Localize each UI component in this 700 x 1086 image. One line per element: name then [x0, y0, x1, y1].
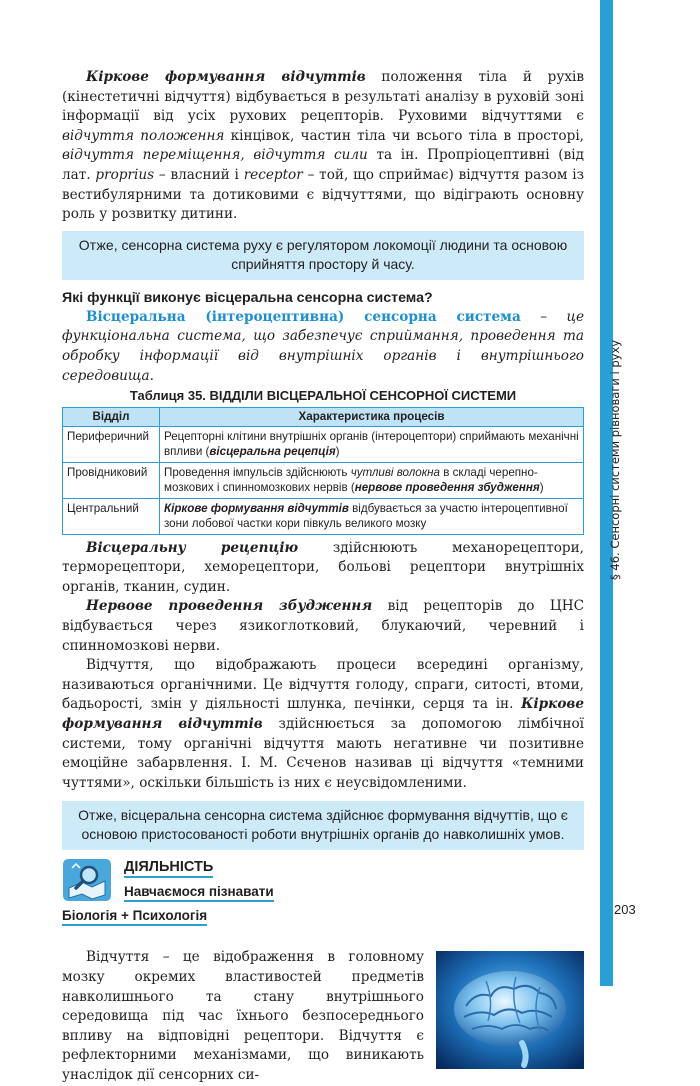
table-cell-section: Провідниковий: [63, 462, 160, 498]
side-margin: [633, 0, 700, 986]
table-row: [63, 426, 584, 462]
activity-block: [62, 858, 584, 948]
text: ): [539, 481, 544, 495]
paragraph-nerve-conduction: [62, 597, 584, 656]
term: Кіркове формування відчуттів: [164, 501, 349, 515]
term: відчуття положення: [62, 127, 225, 144]
term: Вісцеральну рецепцію: [86, 539, 299, 556]
paragraph-visceral-reception: [62, 539, 584, 598]
definition-text: – це функціональна система, що забезпечує сприймання, проведення та обробку інформації від внутрішніх органів і внутрішнього середовища.: [62, 308, 584, 384]
text: положення тіла й рухів (кінестетичні відчуття) відбувається в результаті аналізу в руховій зоні інформації від усіх рухових рецепторів. Руховими відчуттями є: [62, 69, 584, 125]
term: вісцеральна рецепція: [209, 445, 336, 459]
term: Кіркове формування відчуттів: [62, 696, 584, 732]
summary-box-1: Отже, сенсорна система руху є регулятором локомоції людини та основою сприйняття простору й часу.: [62, 231, 584, 280]
brain-image: [436, 951, 584, 1069]
activity-subtitle: Навчаємося пізнавати: [124, 884, 274, 902]
table-cell-description: [160, 462, 584, 498]
table-row: [63, 462, 584, 498]
text: – власний і: [154, 166, 244, 183]
table-cell-section: Периферичний: [63, 426, 160, 462]
text: та ін. Пропріоцептивні (від лат.: [62, 147, 584, 183]
text: Рецепторні клітини внутрішніх органів (інтероцептори) сприймають механічні впливи (: [164, 429, 579, 459]
text: від рецепторів до ЦНС відбувається через язикоглотковий, блукаючий, черевний і спинномозкові нерви.: [62, 598, 584, 654]
table-cell-description: [160, 498, 584, 534]
term-visceral-system: Вісцеральна (інтероцептивна) сенсорна система: [86, 308, 521, 325]
paragraph-visceral-definition: [62, 308, 584, 386]
section-side-title: § 46. Сенсорні системи рівноваги і руху: [608, 339, 622, 580]
latin-word: receptor: [243, 166, 303, 183]
visceral-sections-table: [62, 407, 584, 535]
table-caption: Таблиця 35. ВІДДІЛИ ВІСЦЕРАЛЬНОЇ СЕНСОРНОЇ СИСТЕМИ: [129, 388, 517, 404]
text: ): [335, 445, 340, 459]
table-cell-description: [160, 426, 584, 462]
activity-subject: Біологія + Психологія: [62, 908, 207, 926]
term: нервове проведення збудження: [354, 481, 540, 495]
text: Відчуття, що відображають процеси всередині організму, називаються органічними. Це відчуття голоду, спраги, ситості, втоми, бадьорості, змін у діяльності шлунка, печінки, серця та ін.: [62, 657, 584, 713]
last-section: [62, 948, 584, 1085]
latin-word: proprius: [95, 166, 155, 183]
table-header-row: [63, 408, 584, 427]
main-content: [62, 68, 584, 1086]
term-cortical-formation: Кіркове формування відчуттів: [86, 69, 366, 85]
table-header-cell: Відділ: [63, 408, 160, 427]
table-header-cell: Характеристика процесів: [160, 408, 584, 427]
map-magnifier-icon: [62, 858, 112, 902]
text: здійснюється за допомогою лімбічної системи, тому органічні відчуття мають негативне чи позитивне емоційне забарвлення. І. М. Сєченов називав ці відчуття «темними чуттями», оскільки більшість із них є неусвідомленими.: [62, 715, 585, 791]
table-cell-section: Центральний: [63, 498, 160, 534]
summary-box-2: Отже, вісцеральна сенсорна система здійснює формування відчуттів, що є основою пристосованості роботи внутрішніх органів до навколишніх умов.: [62, 801, 584, 850]
text: кінцівок, частин тіла чи всього тіла в просторі,: [224, 127, 584, 144]
page-number: 203: [614, 902, 636, 917]
section-question: Які функції виконує вісцеральна сенсорна система?: [62, 289, 433, 306]
term: Нервове проведення збудження: [86, 598, 373, 615]
table-row: [63, 498, 584, 534]
text: в складі черепно-мозкових і спинномозкових нервів (: [164, 465, 538, 495]
paragraph-organic-sensations: [62, 656, 584, 793]
term: чутливі волокна: [350, 465, 441, 479]
text: Проведення імпульсів здійснюють: [164, 465, 351, 479]
term: відчуття переміщення, відчуття сили: [62, 147, 368, 164]
text: відбувається за участю інтероцептивної зони лобової частки кори півкуль великого мозку: [164, 501, 568, 531]
paragraph-kinesthetic: [62, 68, 584, 225]
text: – той, що сприймає) відчуття разом із вестибулярними та дотиковими є відчуттями, що відіграють основну роль у розвитку дитини.: [62, 166, 584, 223]
activity-title: ДІЯЛЬНІСТЬ: [124, 859, 213, 878]
text: здійснюють механорецептори, терморецептори, хеморецептори, больові рецептори внутрішніх органів, тканин, судин.: [62, 539, 584, 595]
paragraph-sensation-definition: Відчуття – це відображення в головному мозку окремих властивостей предметів навколишнього та стану внутрішнього середовища під час їхнього безпосереднього впливу на відповідні рецептори. Відчуття є рефлекторними механізмами, що виникають унаслідок дії сенсорних си-: [62, 949, 424, 1083]
